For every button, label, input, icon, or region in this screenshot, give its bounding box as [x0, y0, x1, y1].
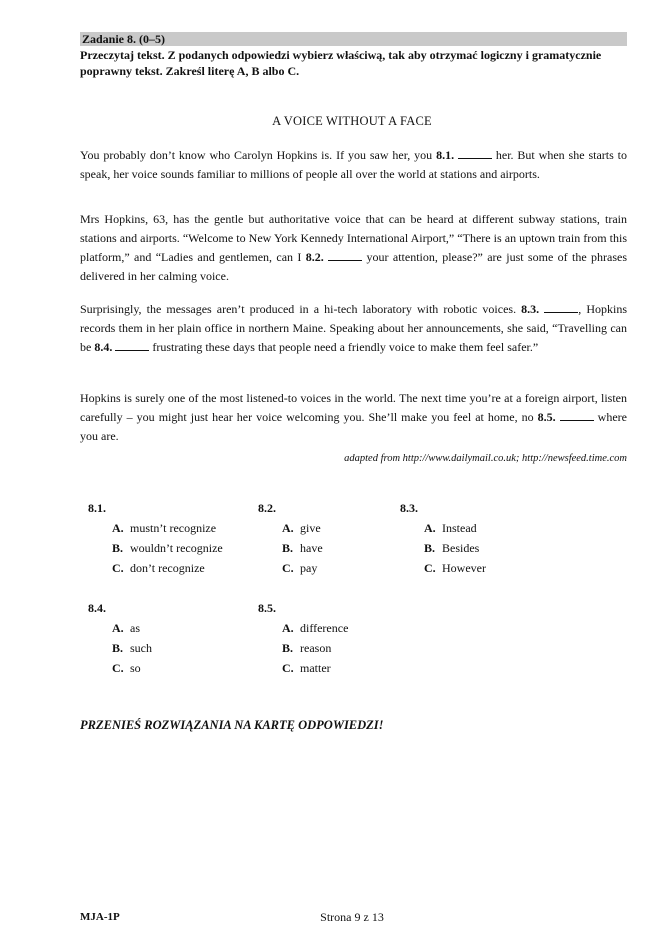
option-text: difference	[300, 621, 349, 635]
paragraph-4	[80, 389, 627, 446]
option-letter: A.	[282, 621, 294, 635]
question-number: 8.5.	[258, 601, 276, 615]
option-c[interactable]	[400, 558, 486, 578]
option-text: reason	[300, 641, 332, 655]
question-8-5	[258, 601, 348, 678]
option-b[interactable]	[400, 538, 486, 558]
gap-blank	[458, 148, 492, 159]
option-b[interactable]	[88, 638, 152, 658]
option-letter: C.	[424, 561, 436, 575]
option-text: However	[442, 561, 486, 575]
task-header: Zadanie 8. (0–5)	[80, 32, 627, 46]
option-letter: C.	[282, 661, 294, 675]
text-span: your attention, please?” are just some of the phrases delivered in her calming voice.	[80, 250, 627, 283]
option-a[interactable]	[400, 518, 486, 538]
option-text: matter	[300, 661, 331, 675]
option-text: Besides	[442, 541, 480, 555]
text-span: , Hopkins records them in her plain office in northern Maine. Speaking about her announcements, she said, “Travelling can be	[80, 302, 627, 354]
gap-blank	[328, 250, 362, 261]
option-letter: B.	[282, 641, 294, 655]
text-span: Mrs Hopkins, 63, has the gentle but authoritative voice that can be heard at different subway stations, train stations and airports. “Welcome to New York Kennedy International Airport,” “There is an uptown train from this platform,” and “Ladies and gentlemen, can I	[80, 212, 627, 264]
gap-blank	[544, 302, 578, 313]
option-a[interactable]	[88, 618, 152, 638]
option-text: give	[300, 521, 321, 535]
option-text: Instead	[442, 521, 477, 535]
paragraph-1	[80, 146, 627, 184]
option-letter: C.	[112, 561, 124, 575]
page-number: Strona 9 z 13	[320, 910, 384, 924]
option-text: so	[130, 661, 141, 675]
transfer-answers-note: PRZENIEŚ ROZWIĄZANIA NA KARTĘ ODPOWIEDZI!	[80, 718, 384, 732]
option-text: have	[300, 541, 323, 555]
source-citation: adapted from http://www.dailymail.co.uk; http://newsfeed.time.com	[344, 453, 627, 464]
option-letter: A.	[112, 621, 124, 635]
gap-number-8-2: 8.2.	[305, 250, 324, 264]
text-span: You probably don’t know who Carolyn Hopkins is. If you saw her, you	[80, 148, 437, 162]
option-a[interactable]	[88, 518, 223, 538]
option-letter: C.	[282, 561, 294, 575]
question-number: 8.1.	[88, 501, 106, 515]
paragraph-3	[80, 300, 627, 357]
option-letter: B.	[424, 541, 436, 555]
option-c[interactable]	[258, 558, 323, 578]
option-c[interactable]	[88, 558, 223, 578]
question-number: 8.4.	[88, 601, 106, 615]
option-letter: A.	[282, 521, 294, 535]
question-8-4	[88, 601, 152, 678]
option-b[interactable]	[88, 538, 223, 558]
gap-number-8-3: 8.3.	[521, 302, 540, 316]
text-span: Surprisingly, the messages aren’t produced in a hi-tech laboratory with robotic voices.	[80, 302, 522, 316]
option-text: mustn’t recognize	[130, 521, 217, 535]
question-8-1	[88, 501, 223, 578]
question-number: 8.2.	[258, 501, 276, 515]
question-number: 8.3.	[400, 501, 418, 515]
gap-blank	[560, 410, 594, 421]
text-span: frustrating these days that people need a friendly voice to make them feel safer.”	[149, 340, 539, 354]
option-letter: A.	[112, 521, 124, 535]
paragraph-2	[80, 210, 627, 286]
option-b[interactable]	[258, 538, 323, 558]
gap-blank	[115, 340, 149, 351]
text-span: where you are.	[80, 410, 627, 443]
option-letter: B.	[112, 641, 124, 655]
text-span: Hopkins is surely one of the most listened-to voices in the world. The next time you’re at a foreign airport, listen carefully – you might just hear her voice welcoming you. She’ll make you feel at home, no	[80, 391, 627, 424]
option-text: pay	[300, 561, 318, 575]
option-a[interactable]	[258, 618, 348, 638]
article-title: A VOICE WITHOUT A FACE	[272, 114, 432, 128]
gap-number-8-4: 8.4.	[94, 340, 113, 354]
option-a[interactable]	[258, 518, 323, 538]
gap-number-8-1: 8.1.	[436, 148, 455, 162]
option-text: such	[130, 641, 152, 655]
option-c[interactable]	[88, 658, 152, 678]
text-span: her. But when she starts to speak, her voice sounds familiar to millions of people all over the world at stations and airports.	[80, 148, 628, 181]
option-letter: B.	[282, 541, 294, 555]
task-instruction: Przeczytaj tekst. Z podanych odpowiedzi wybierz właściwą, tak aby otrzymać logiczny i gramatycznie poprawny tekst. Zakreśl literę A, B albo C.	[80, 48, 602, 78]
gap-number-8-5: 8.5.	[537, 410, 556, 424]
option-text: don’t recognize	[130, 561, 205, 575]
option-letter: B.	[112, 541, 124, 555]
exam-code: MJA-1P	[80, 911, 120, 923]
option-c[interactable]	[258, 658, 348, 678]
option-b[interactable]	[258, 638, 348, 658]
option-text: wouldn’t recognize	[130, 541, 223, 555]
option-letter: A.	[424, 521, 436, 535]
question-8-2	[258, 501, 323, 578]
option-letter: C.	[112, 661, 124, 675]
option-text: as	[130, 621, 140, 635]
question-8-3	[400, 501, 486, 578]
